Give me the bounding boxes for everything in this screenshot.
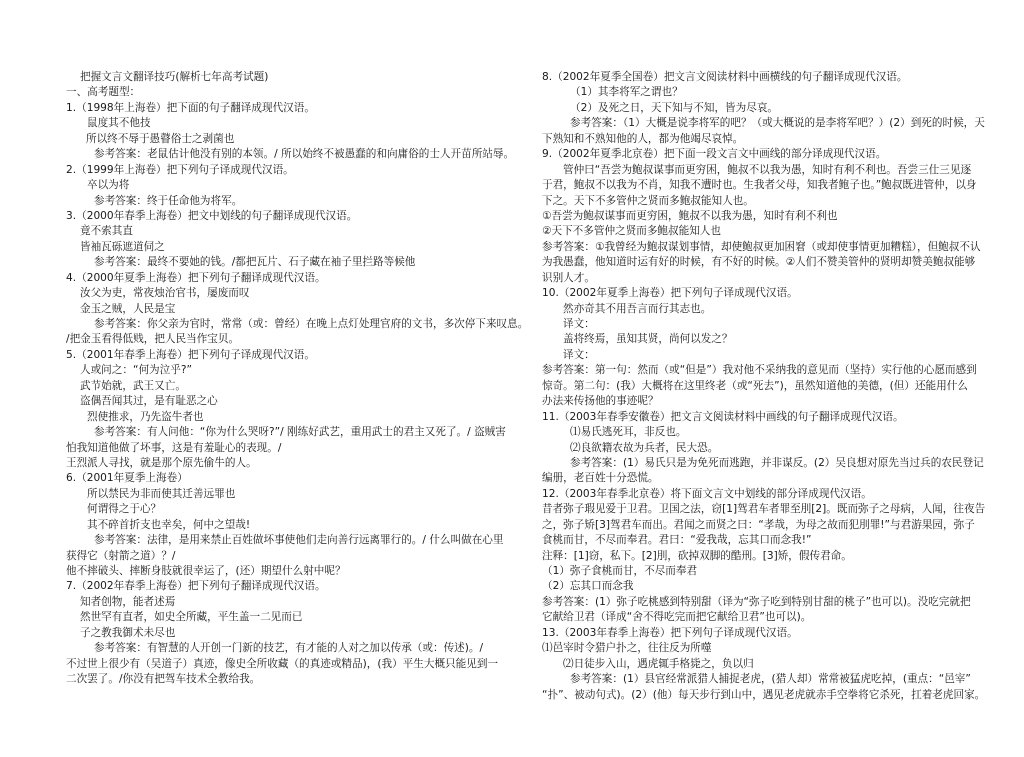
left-text-line: /把金玉看得低贱，把人民当作宝贝。 <box>66 333 240 346</box>
left-text-line: 参考答案：法律，是用来禁止百姓做坏事使他们走向善行远离罪行的。/ 什么叫做在心里 <box>94 534 504 547</box>
right-text-line: ⑴邑宰时令猎户扑之，往往反为所噬 <box>542 642 712 655</box>
left-text-line: 4.（2000年夏季上海卷）把下列句子翻译成现代汉语。 <box>66 271 326 284</box>
right-text-line: 参考答案：(1）县官经常派猎人捕捉老虎，(猎人却）常常被猛虎吃掉，(重点：“邑宰” <box>570 673 971 686</box>
left-text-line: 其不碎首折支也幸矣，何中之望哉! <box>87 518 251 531</box>
right-text-line: ②天下不多管仲之贤而多鲍叔能知人也 <box>542 225 721 238</box>
left-text-line: 参考答案：你父亲为官时，常常（或：曾经）在晚上点灯处理官府的文书，多次停下来叹息。 <box>94 318 529 330</box>
right-text-line: （2）及死之日，天下知与不知，皆为尽哀。 <box>570 101 779 114</box>
right-text-line: 13.（2003年春季上海卷）把下列句子译成现代汉语。 <box>542 626 798 639</box>
left-text-line: 怕我知道他做了坏事，这是有羞耻心的表现。/ <box>66 441 282 454</box>
right-text-line: 昔者弥子瑕见爱于卫君。卫国之法，窃[1]驾君车者罪至刖[2]。既而弥子之母病，人闻，往夜告 <box>542 503 986 516</box>
right-text-line: 为我愚蠢，他知道时运有好的时候，有不好的时候。②人们不赞美管仲的贤明却赞美鲍叔能够 <box>542 256 976 269</box>
left-text-line: 金玉之贼，人民是宝 <box>80 302 176 315</box>
left-text-line: 知者创物，能者述焉 <box>80 595 176 608</box>
left-text-line: 子之教我御术未尽也 <box>80 626 176 639</box>
right-text-line: 8.（2002年夏季全国卷）把文言文阅读材料中画横线的句子翻译成现代汉语。 <box>542 71 908 83</box>
right-column <box>542 70 992 703</box>
right-text-line: 译文： <box>563 348 595 361</box>
left-text-line: 不过世上很少有（吴道子）真迹，像史全所收藏（的真迹或精品)，(我）平生大概只能见到一 <box>66 657 499 670</box>
right-text-line: 它献给卫君（译成“舍不得吃完而把它献给卫君”也可以)。 <box>542 611 812 624</box>
right-text-line: （1）弥子食桃而甘，不尽而奉君 <box>542 565 698 577</box>
right-text-line: 参考答案：（1）大概是说李将军的吧？（或大概说的是李将军吧？）(2）到死的时候，天 <box>570 117 985 130</box>
right-text-line: 于君，鲍叔不以我为不肖，知我不遭时也。生我者父母，知我者鲍子也。”鲍叔既进管仲，以身 <box>542 179 977 192</box>
left-text-line: 参考答案：有智慧的人开创一门新的技艺，有才能的人对之加以传承（或：传述)。/ <box>94 642 484 655</box>
right-text-line: 之，弥子矫[3]驾君车而出。君闻之而贤之曰：“孝哉，为母之故而犯刖罪!”与君游果园，弥子 <box>542 518 975 531</box>
right-text-line: （1）其李将军之谓也？ <box>570 86 683 99</box>
left-text-line: 然世罕有直者，如史全所藏，平生盖一二见而已 <box>80 611 303 624</box>
right-text-line: 办法来传扬他的事迹呢？ <box>542 395 659 408</box>
left-text-line: 皆袖瓦砾遮道伺之 <box>80 240 165 253</box>
left-text-line: 3.（2000年春季上海卷）把文中划线的句子翻译成现代汉语。 <box>66 209 358 222</box>
left-text-line: 他不摔破头、摔断身肢就很幸运了，(还）期望什么射中呢？ <box>66 565 346 577</box>
left-text-line: 所以终不辱于愚瞽俗士之剥菌也 <box>86 132 235 145</box>
right-text-line: 然亦奇其不用吾言而行其志也。 <box>563 302 712 315</box>
left-text-line: 参考答案：终于任命他为将军。 <box>94 194 243 207</box>
right-text-line: 识别人才。 <box>542 271 595 284</box>
right-text-line: “扑”、被动句式)。(2）(他）每天步行到山中，遇见老虎就赤手空拳将它杀死，扛着老虎回家。 <box>542 688 986 701</box>
right-text-line: 参考答案：①我曾经为鲍叔谋划事情，却使鲍叔更加困窘（或却使事情更加糟糕），但鲍叔不认 <box>542 240 981 253</box>
right-text-line: 参考答案：第一句：然而（或“但是”）我对他不采纳我的意见而（坚持）实行他的心愿而感到 <box>542 364 977 377</box>
left-text-line: 所以禁民为非而使其迁善远罪也 <box>87 487 236 500</box>
right-text-line: 12.（2003年春季北京卷）将下面文言文中划线的部分译成现代汉语。 <box>542 487 872 500</box>
right-text-line: 编册，老百姓十分恐慌。 <box>542 472 659 485</box>
left-text-line: 鼠度其不他技 <box>87 117 151 130</box>
right-text-line: 管仲曰“吾尝为鲍叔谋事而更穷困，鲍叔不以我为愚，知时有利不利也。吾尝三仕三见逐 <box>563 163 972 176</box>
left-text-line: 汝父为吏，常夜烛治官书，屡废而叹 <box>80 287 250 300</box>
left-column <box>66 70 529 688</box>
left-text-line: 参考答案：老鼠估计他没有别的本领。/ 所以始终不被愚蠢的和向庸俗的士人开苗所站辱。 <box>94 148 515 161</box>
right-text-line: ①吾尝为鲍叔谋事而更穷困，鲍叔不以我为愚，知时有利不利也 <box>542 209 838 222</box>
left-text-line: 竟不索其直 <box>80 225 133 238</box>
left-text-line: 盗偶吾闻其过，是有耻恶之心 <box>80 395 218 408</box>
right-text-line: 惊奇。第二句：(我）大概将在这里终老（或“死去”)，虽然知道他的美德，(但）还能用什么 <box>542 379 968 392</box>
left-text-line: 王烈派人寻找，就是那个原先偷牛的人。 <box>66 456 257 469</box>
left-text-line: 人或问之：“何为泣乎?” <box>80 364 192 377</box>
left-text-line: 5.（2001年春季上海卷）把下列句子译成现代汉语。 <box>66 348 315 361</box>
left-text-line: 获得它（射箭之道）？/ <box>66 549 176 562</box>
left-text-line: 参考答案：有人问他：“你为什么哭呀?”/ 刚练好武艺，重用武士的君主又死了。/ 盗贼害 <box>94 426 506 439</box>
left-text-line: 7.（2002年春季上海卷）把下列句子翻译成现代汉语。 <box>66 580 326 593</box>
right-text-line: 注释：[1]窃，私下。[2]刖，砍掉双脚的酷刑。[3]矫，假传君命。 <box>542 549 852 562</box>
left-text-line: 何谓得之于心？ <box>87 503 162 516</box>
left-text-line: 6.（2001年夏季上海卷） <box>66 472 188 485</box>
left-text-line: 把握文言文翻译技巧(解析七年高考试题) <box>80 71 269 83</box>
right-text-line: 下之。天下不多管仲之贤而多鲍叔能知人也。 <box>542 194 754 207</box>
right-text-line: 盖将终焉，虽知其贤，尚何以发之？ <box>563 333 733 346</box>
right-text-line: 10.（2002年夏季上海卷）把下列句子译成现代汉语。 <box>542 287 798 300</box>
left-text-line: 二次罢了。/你没有把驾车技术全教给我。 <box>66 673 261 686</box>
right-text-line: （2）忘其口而念我 <box>542 580 634 593</box>
right-text-line: 9.（2002年夏季北京卷）把下面一段文言文中画线的部分译成现代汉语。 <box>542 148 887 161</box>
right-text-line: 参考答案：(1）弥子吃桃感到特别甜（译为“弥子吃到特别甘甜的桃子”也可以)。没吃完就把 <box>542 595 971 608</box>
left-text-line: 烈使推求，乃先盗牛者也 <box>87 410 204 423</box>
left-text-line: 参考答案：最终不要她的钱。/都把瓦片、石子藏在袖子里拦路等候他 <box>94 256 416 269</box>
right-text-line: 食桃而甘，不尽而奉君。君曰：“爱我哉，忘其口而念我!” <box>542 534 812 547</box>
left-text-line: 2.（1999年上海卷）把下列句子译成现代汉语。 <box>66 163 294 176</box>
right-text-line: 下熟知和不熟知他的人，都为他竭尽哀悼。 <box>542 132 744 145</box>
left-text-line: 一、高考题型： <box>66 86 141 99</box>
right-text-line: 11.（2003年春季安徽卷）把文言文阅读材料中画线的句子翻译成现代汉语。 <box>542 410 904 423</box>
right-text-line: ⑴易氏逃死耳，非反也。 <box>570 426 687 439</box>
right-text-line: 译文： <box>563 318 595 330</box>
left-text-line: 武节始就，武王又亡。 <box>80 379 186 392</box>
right-text-line: 参考答案：(1）易氏只是为免死而逃跑，并非谋反。(2）吴良想对原先当过兵的农民登记 <box>570 456 984 469</box>
left-text-line: 卒以为将 <box>87 179 130 192</box>
right-text-line: ⑵日徒步入山，遇虎辄手格毙之，负以归 <box>563 657 754 670</box>
right-text-line: ⑵良欲籍农故为兵者，民大恐。 <box>570 441 719 454</box>
left-text-line: 1.（1998年上海卷）把下面的句子翻译成现代汉语。 <box>66 101 315 114</box>
